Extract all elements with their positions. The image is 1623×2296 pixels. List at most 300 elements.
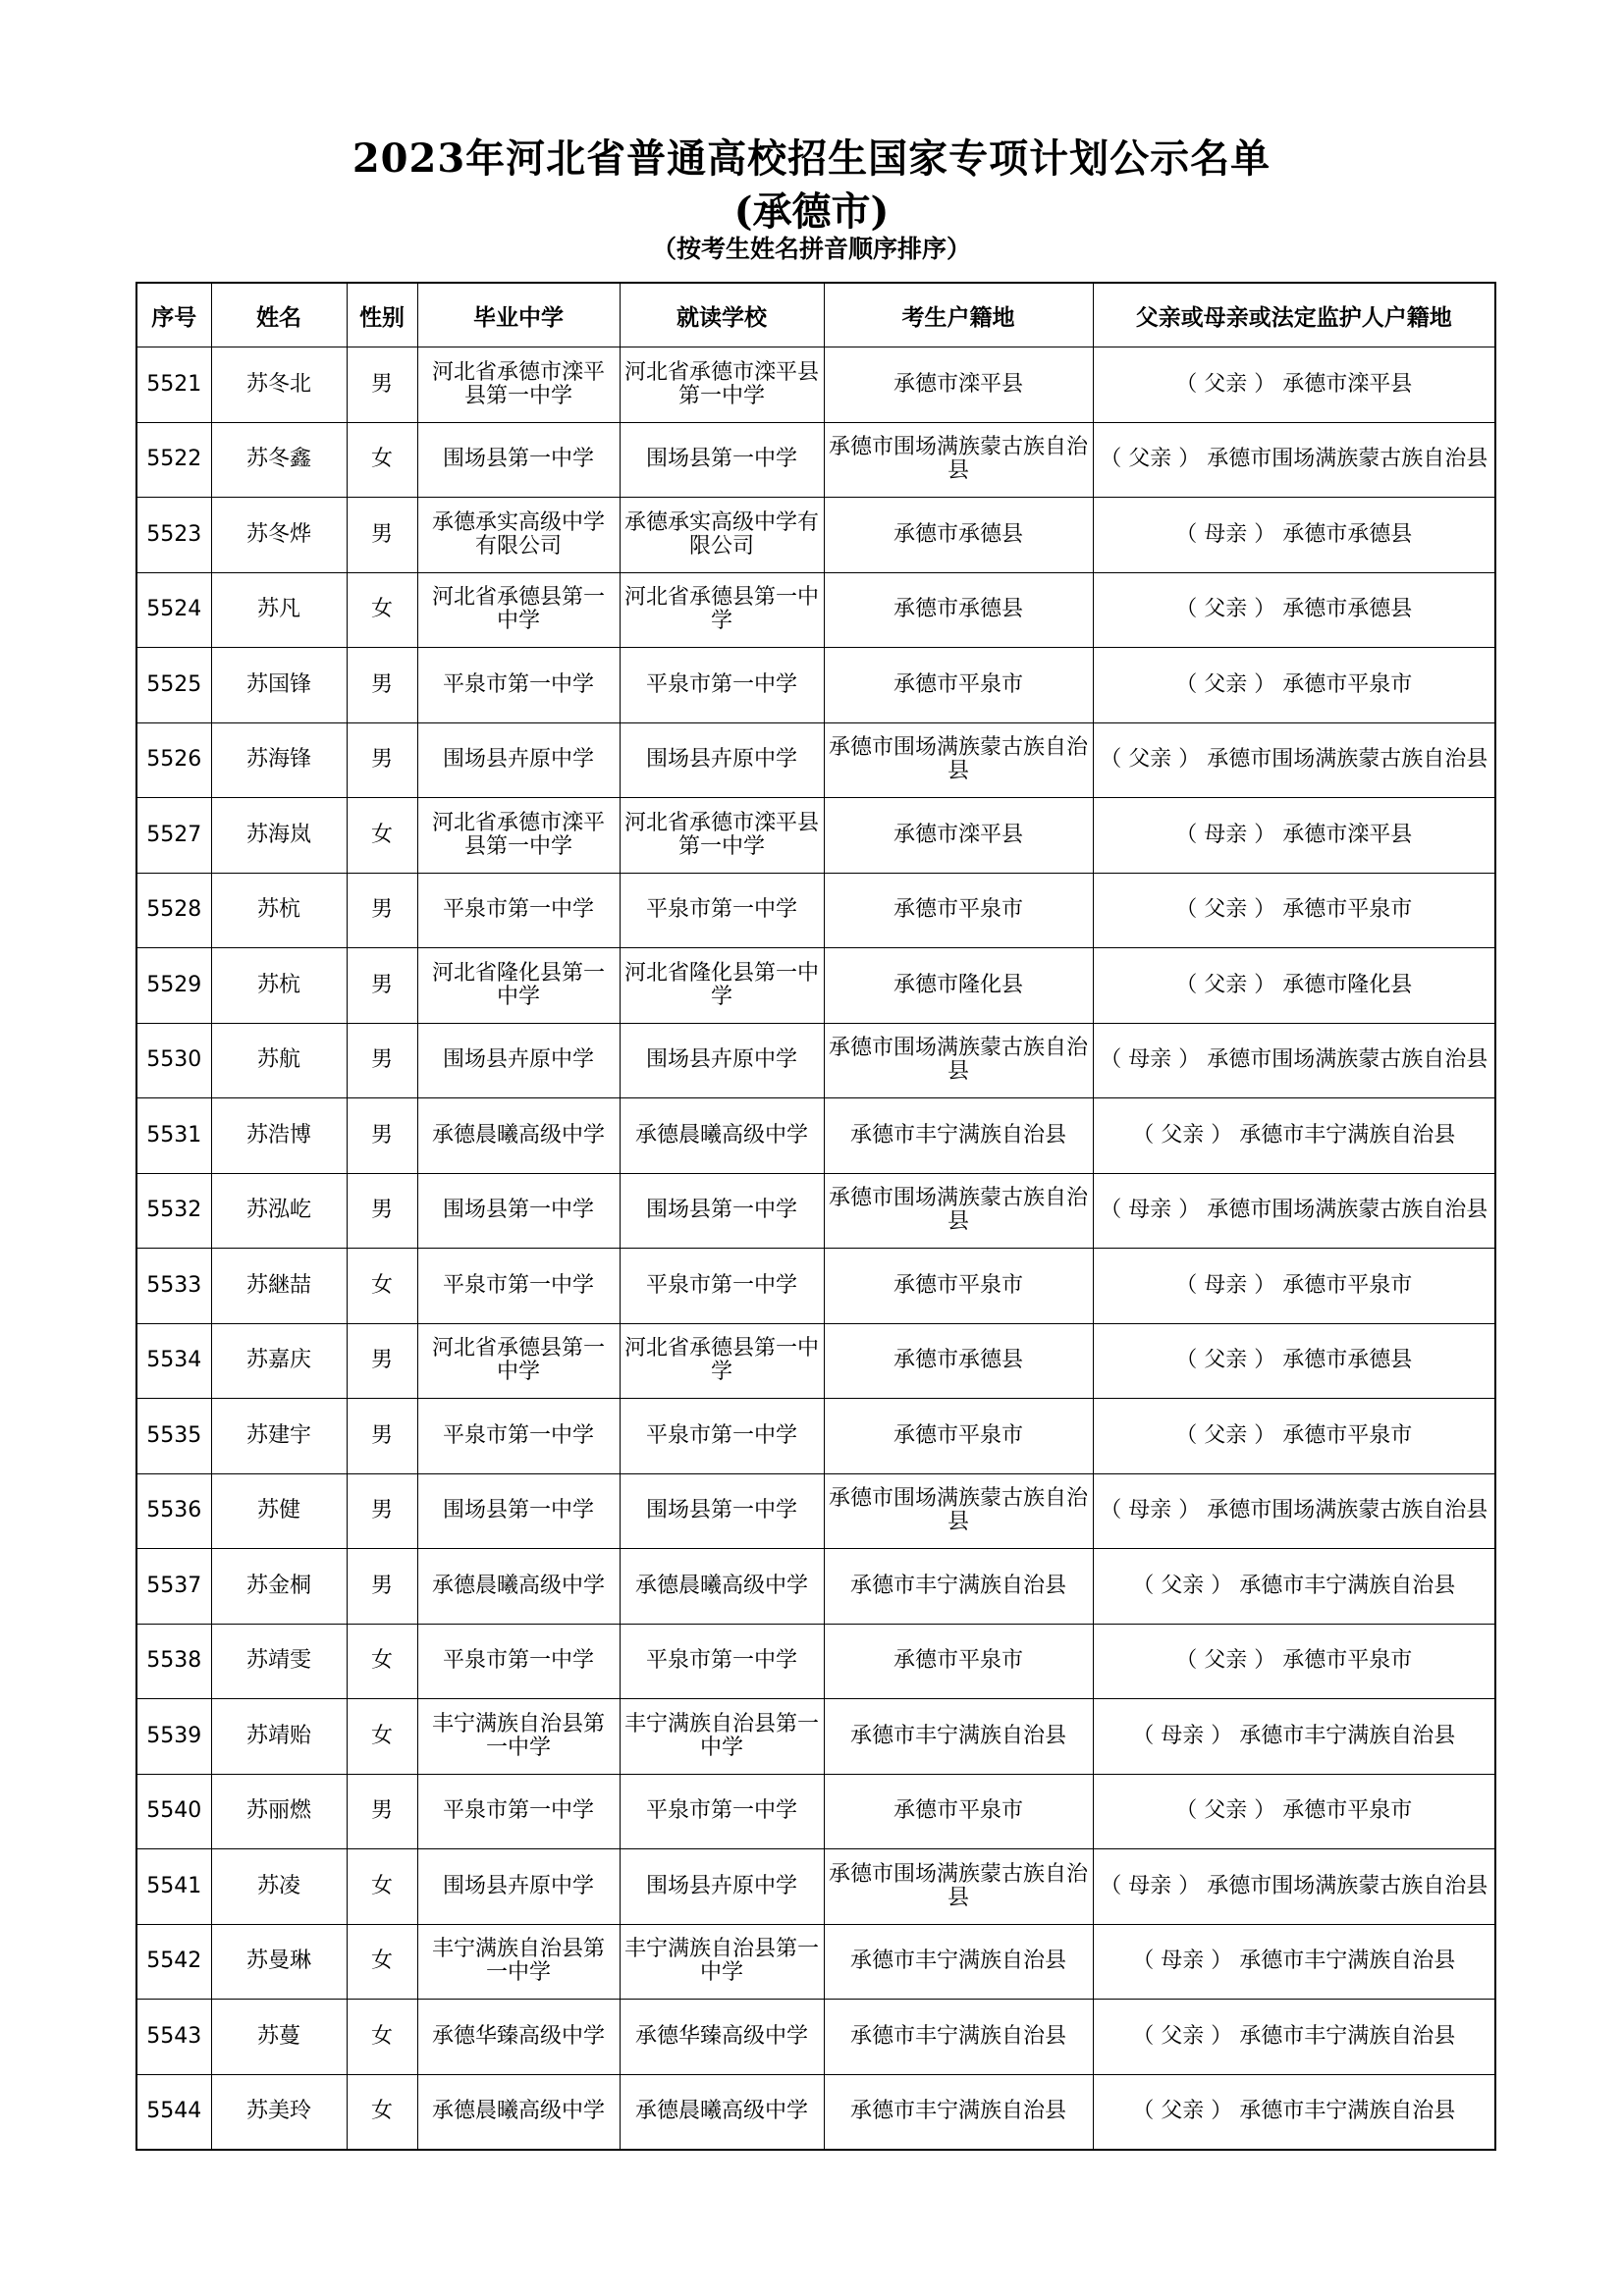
table-header — [136, 283, 1495, 347]
cell-registration-text: 承德市围场满族蒙古族自治县 — [828, 1486, 1088, 1535]
cell-current-school — [620, 1774, 824, 1849]
header-parent-registration: 父亲或母亲或法定监护人户籍地 — [1093, 283, 1495, 347]
cell-current-school — [620, 722, 824, 798]
cell-registration-text: 承德市平泉市 — [893, 1272, 1023, 1298]
cell-registration — [824, 1924, 1093, 2000]
cell-parent-registration-text: （ 父亲 ） 承德市平泉市 — [1175, 1648, 1413, 1674]
cell-name: 苏曼琳 — [211, 1924, 347, 2000]
table-row — [136, 1699, 1495, 1775]
cell-grad-school-text: 河北省承德县第一中学 — [431, 1336, 605, 1385]
cell-parent-registration — [1093, 798, 1495, 874]
cell-current-school-text: 承德承实高级中学有限公司 — [623, 509, 819, 559]
cell-num: 5542 — [136, 1924, 211, 2000]
cell-current-school — [620, 1849, 824, 1925]
cell-parent-registration-text: （ 父亲 ） 承德市滦平县 — [1175, 371, 1413, 397]
cell-sex: 女 — [347, 1249, 417, 1324]
cell-registration-text: 承德市平泉市 — [893, 897, 1023, 923]
cell-parent-registration — [1093, 648, 1495, 723]
cell-parent-registration — [1093, 1098, 1495, 1174]
cell-parent-registration-text: （ 父亲 ） 承德市丰宁满族自治县 — [1132, 1122, 1456, 1148]
cell-sex: 男 — [347, 873, 417, 948]
cell-sex: 男 — [347, 1023, 417, 1098]
cell-grad-school-text: 承德晨曦高级中学 — [431, 2099, 605, 2124]
cell-current-school-text: 河北省承德市滦平县第一中学 — [623, 359, 819, 408]
cell-parent-registration-text: （ 父亲 ） 承德市丰宁满族自治县 — [1132, 1573, 1456, 1598]
cell-grad-school-text: 平泉市第一中学 — [442, 1648, 594, 1674]
cell-registration-text: 承德市围场满族蒙古族自治县 — [828, 1861, 1088, 1910]
cell-grad-school — [417, 1849, 620, 1925]
cell-grad-school-text: 围场县卉原中学 — [442, 747, 594, 773]
cell-num: 5527 — [136, 798, 211, 874]
cell-num: 5521 — [136, 347, 211, 423]
cell-num: 5532 — [136, 1173, 211, 1249]
cell-current-school-text: 围场县第一中学 — [645, 1198, 797, 1223]
cell-name: 苏海锋 — [211, 722, 347, 798]
cell-sex: 女 — [347, 2000, 417, 2075]
cell-grad-school — [417, 1924, 620, 2000]
cell-current-school-text: 河北省隆化县第一中学 — [623, 960, 819, 1009]
cell-registration-text: 承德市平泉市 — [893, 671, 1023, 697]
cell-grad-school — [417, 1249, 620, 1324]
cell-registration — [824, 2074, 1093, 2150]
cell-parent-registration — [1093, 1473, 1495, 1549]
cell-grad-school-text: 围场县卉原中学 — [442, 1047, 594, 1073]
cell-grad-school-text: 平泉市第一中学 — [442, 671, 594, 697]
cell-registration — [824, 1249, 1093, 1324]
cell-registration — [824, 1473, 1093, 1549]
cell-num: 5528 — [136, 873, 211, 948]
cell-current-school — [620, 1173, 824, 1249]
cell-parent-registration — [1093, 948, 1495, 1024]
cell-registration-text: 承德市滦平县 — [893, 371, 1023, 397]
cell-grad-school-text: 丰宁满族自治县第一中学 — [431, 1711, 605, 1760]
cell-num: 5536 — [136, 1473, 211, 1549]
cell-parent-registration — [1093, 1699, 1495, 1775]
cell-name: 苏泓屹 — [211, 1173, 347, 1249]
cell-parent-registration-text: （ 母亲 ） 承德市丰宁满族自治县 — [1132, 1723, 1456, 1748]
cell-current-school — [620, 1399, 824, 1474]
cell-parent-registration-text: （ 母亲 ） 承德市围场满族蒙古族自治县 — [1100, 1198, 1488, 1223]
cell-parent-registration-text: （ 母亲 ） 承德市围场满族蒙古族自治县 — [1100, 1498, 1488, 1523]
cell-grad-school-text: 承德晨曦高级中学 — [431, 1573, 605, 1598]
cell-current-school-text: 围场县卉原中学 — [645, 747, 797, 773]
table-row — [136, 2000, 1495, 2075]
table-row — [136, 1473, 1495, 1549]
cell-sex: 女 — [347, 572, 417, 648]
cell-sex: 女 — [347, 2074, 417, 2150]
cell-num: 5540 — [136, 1774, 211, 1849]
cell-parent-registration — [1093, 422, 1495, 498]
table-row — [136, 498, 1495, 573]
cell-current-school — [620, 2000, 824, 2075]
cell-registration — [824, 1774, 1093, 1849]
cell-current-school — [620, 948, 824, 1024]
cell-name: 苏冬北 — [211, 347, 347, 423]
table-row — [136, 1173, 1495, 1249]
cell-grad-school — [417, 648, 620, 723]
table-body — [136, 347, 1495, 2151]
cell-current-school-text: 围场县第一中学 — [645, 447, 797, 472]
cell-name: 苏靖贻 — [211, 1699, 347, 1775]
cell-current-school — [620, 1323, 824, 1399]
cell-registration-text: 承德市丰宁满族自治县 — [849, 1573, 1066, 1598]
document-city: (承德市) — [733, 188, 890, 235]
cell-grad-school-text: 丰宁满族自治县第一中学 — [431, 1937, 605, 1986]
cell-grad-school — [417, 1774, 620, 1849]
cell-grad-school-text: 围场县卉原中学 — [442, 1873, 594, 1898]
cell-name: 苏凌 — [211, 1849, 347, 1925]
cell-grad-school — [417, 1098, 620, 1174]
cell-current-school-text: 平泉市第一中学 — [645, 1798, 797, 1824]
cell-current-school — [620, 1924, 824, 2000]
header-current-school: 就读学校 — [620, 283, 824, 347]
cell-name: 苏杭 — [211, 873, 347, 948]
cell-parent-registration — [1093, 1774, 1495, 1849]
cell-parent-registration-text: （ 父亲 ） 承德市承德县 — [1175, 597, 1413, 622]
cell-registration — [824, 1023, 1093, 1098]
table-row — [136, 1624, 1495, 1699]
cell-current-school — [620, 1249, 824, 1324]
cell-registration — [824, 648, 1093, 723]
cell-name: 苏海岚 — [211, 798, 347, 874]
cell-grad-school — [417, 1699, 620, 1775]
cell-registration-text: 承德市滦平县 — [893, 822, 1023, 847]
cell-name: 苏航 — [211, 1023, 347, 1098]
cell-name: 苏浩博 — [211, 1098, 347, 1174]
cell-num: 5525 — [136, 648, 211, 723]
cell-grad-school — [417, 798, 620, 874]
table-row — [136, 948, 1495, 1024]
cell-parent-registration-text: （ 母亲 ） 承德市围场满族蒙古族自治县 — [1100, 1873, 1488, 1898]
header-grad-school: 毕业中学 — [417, 283, 620, 347]
table-row — [136, 1924, 1495, 2000]
table-row — [136, 1023, 1495, 1098]
table-row — [136, 873, 1495, 948]
cell-name: 苏杭 — [211, 948, 347, 1024]
cell-parent-registration-text: （ 父亲 ） 承德市平泉市 — [1175, 671, 1413, 697]
cell-name: 苏蔓 — [211, 2000, 347, 2075]
cell-sex: 男 — [347, 498, 417, 573]
table-row — [136, 1549, 1495, 1625]
header-num: 序号 — [136, 283, 211, 347]
cell-num: 5541 — [136, 1849, 211, 1925]
cell-grad-school-text: 承德华臻高级中学 — [431, 2023, 605, 2049]
cell-current-school — [620, 498, 824, 573]
cell-registration-text: 承德市丰宁满族自治县 — [849, 1122, 1066, 1148]
cell-registration-text: 承德市承德县 — [893, 521, 1023, 547]
cell-registration — [824, 873, 1093, 948]
table-row — [136, 1323, 1495, 1399]
cell-current-school — [620, 347, 824, 423]
cell-grad-school — [417, 1173, 620, 1249]
cell-sex: 男 — [347, 1173, 417, 1249]
cell-current-school — [620, 1473, 824, 1549]
cell-name: 苏冬烨 — [211, 498, 347, 573]
cell-name: 苏健 — [211, 1473, 347, 1549]
cell-grad-school — [417, 1549, 620, 1625]
cell-parent-registration — [1093, 1399, 1495, 1474]
cell-registration-text: 承德市围场满族蒙古族自治县 — [828, 435, 1088, 484]
cell-registration — [824, 1173, 1093, 1249]
cell-current-school-text: 承德华臻高级中学 — [634, 2023, 808, 2049]
cell-current-school-text: 围场县卉原中学 — [645, 1873, 797, 1898]
cell-current-school — [620, 1098, 824, 1174]
cell-parent-registration — [1093, 722, 1495, 798]
cell-grad-school — [417, 498, 620, 573]
cell-parent-registration-text: （ 母亲 ） 承德市滦平县 — [1175, 822, 1413, 847]
cell-sex: 男 — [347, 648, 417, 723]
cell-num: 5531 — [136, 1098, 211, 1174]
cell-current-school-text: 河北省承德市滦平县第一中学 — [623, 810, 819, 859]
cell-registration — [824, 948, 1093, 1024]
cell-current-school — [620, 798, 824, 874]
cell-grad-school-text: 河北省承德县第一中学 — [431, 585, 605, 634]
cell-sex: 女 — [347, 1924, 417, 2000]
cell-grad-school-text: 围场县第一中学 — [442, 1198, 594, 1223]
cell-registration — [824, 347, 1093, 423]
cell-current-school — [620, 1549, 824, 1625]
cell-grad-school — [417, 422, 620, 498]
cell-registration — [824, 1699, 1093, 1775]
cell-grad-school — [417, 1624, 620, 1699]
cell-current-school — [620, 422, 824, 498]
cell-parent-registration-text: （ 父亲 ） 承德市平泉市 — [1175, 897, 1413, 923]
table-row — [136, 347, 1495, 423]
cell-current-school-text: 平泉市第一中学 — [645, 1422, 797, 1448]
cell-current-school-text: 河北省承德县第一中学 — [623, 1336, 819, 1385]
cell-grad-school-text: 平泉市第一中学 — [442, 1798, 594, 1824]
table-row — [136, 2074, 1495, 2150]
cell-parent-registration-text: （ 父亲 ） 承德市平泉市 — [1175, 1422, 1413, 1448]
table-row — [136, 1249, 1495, 1324]
cell-name: 苏建宇 — [211, 1399, 347, 1474]
cell-sex: 男 — [347, 1399, 417, 1474]
cell-registration — [824, 1849, 1093, 1925]
cell-current-school-text: 承德晨曦高级中学 — [634, 2099, 808, 2124]
cell-sex: 男 — [347, 1549, 417, 1625]
cell-registration — [824, 1549, 1093, 1625]
cell-current-school — [620, 873, 824, 948]
cell-grad-school-text: 围场县第一中学 — [442, 1498, 594, 1523]
cell-registration — [824, 1399, 1093, 1474]
cell-sex: 男 — [347, 1323, 417, 1399]
table-row — [136, 722, 1495, 798]
cell-grad-school — [417, 2000, 620, 2075]
cell-grad-school-text: 承德承实高级中学有限公司 — [431, 509, 605, 559]
cell-name: 苏凡 — [211, 572, 347, 648]
cell-sex: 男 — [347, 948, 417, 1024]
cell-name: 苏丽燃 — [211, 1774, 347, 1849]
cell-name: 苏美玲 — [211, 2074, 347, 2150]
cell-current-school-text: 平泉市第一中学 — [645, 671, 797, 697]
cell-registration-text: 承德市丰宁满族自治县 — [849, 2023, 1066, 2049]
cell-current-school — [620, 1699, 824, 1775]
cell-num: 5526 — [136, 722, 211, 798]
cell-grad-school — [417, 948, 620, 1024]
cell-registration — [824, 498, 1093, 573]
cell-registration-text: 承德市围场满族蒙古族自治县 — [828, 1186, 1088, 1235]
cell-num: 5544 — [136, 2074, 211, 2150]
cell-parent-registration-text: （ 母亲 ） 承德市丰宁满族自治县 — [1132, 1949, 1456, 1974]
header-sex: 性别 — [347, 283, 417, 347]
cell-num: 5537 — [136, 1549, 211, 1625]
cell-registration-text: 承德市围场满族蒙古族自治县 — [828, 1036, 1088, 1085]
cell-num: 5530 — [136, 1023, 211, 1098]
table-row — [136, 1399, 1495, 1474]
cell-registration — [824, 798, 1093, 874]
cell-sex: 女 — [347, 798, 417, 874]
table-row — [136, 798, 1495, 874]
cell-parent-registration — [1093, 2074, 1495, 2150]
sort-note: （按考生姓名拼音顺序排序） — [651, 235, 971, 263]
cell-grad-school-text: 围场县第一中学 — [442, 447, 594, 472]
cell-parent-registration-text: （ 父亲 ） 承德市丰宁满族自治县 — [1132, 2099, 1456, 2124]
cell-num: 5538 — [136, 1624, 211, 1699]
cell-parent-registration — [1093, 572, 1495, 648]
cell-registration-text: 承德市丰宁满族自治县 — [849, 1949, 1066, 1974]
cell-num: 5533 — [136, 1249, 211, 1324]
cell-parent-registration-text: （ 父亲 ） 承德市承德县 — [1175, 1348, 1413, 1373]
cell-registration — [824, 1323, 1093, 1399]
header-name: 姓名 — [211, 283, 347, 347]
cell-name: 苏靖雯 — [211, 1624, 347, 1699]
cell-sex: 男 — [347, 1473, 417, 1549]
cell-grad-school-text: 河北省承德市滦平县第一中学 — [431, 359, 605, 408]
cell-num: 5535 — [136, 1399, 211, 1474]
cell-current-school-text: 围场县卉原中学 — [645, 1047, 797, 1073]
cell-sex: 男 — [347, 347, 417, 423]
cell-grad-school — [417, 2074, 620, 2150]
cell-current-school-text: 丰宁满族自治县第一中学 — [623, 1937, 819, 1986]
cell-parent-registration — [1093, 1549, 1495, 1625]
cell-grad-school — [417, 873, 620, 948]
table-row — [136, 648, 1495, 723]
cell-current-school — [620, 648, 824, 723]
cell-name: 苏国锋 — [211, 648, 347, 723]
cell-parent-registration — [1093, 1173, 1495, 1249]
cell-current-school-text: 丰宁满族自治县第一中学 — [623, 1711, 819, 1760]
cell-grad-school — [417, 1473, 620, 1549]
document-title: 2023年河北省普通高校招生国家专项计划公示名单 — [352, 135, 1271, 182]
cell-sex: 男 — [347, 1774, 417, 1849]
cell-current-school — [620, 572, 824, 648]
cell-registration-text: 承德市平泉市 — [893, 1798, 1023, 1824]
cell-grad-school — [417, 572, 620, 648]
cell-num: 5524 — [136, 572, 211, 648]
cell-parent-registration-text: （ 母亲 ） 承德市平泉市 — [1175, 1272, 1413, 1298]
cell-sex: 男 — [347, 722, 417, 798]
cell-parent-registration — [1093, 873, 1495, 948]
cell-registration — [824, 722, 1093, 798]
cell-num: 5534 — [136, 1323, 211, 1399]
cell-sex: 女 — [347, 1699, 417, 1775]
cell-sex: 女 — [347, 1849, 417, 1925]
cell-current-school — [620, 1023, 824, 1098]
table-row — [136, 572, 1495, 648]
cell-name: 苏冬鑫 — [211, 422, 347, 498]
roster-table — [135, 282, 1496, 2151]
table-row — [136, 1098, 1495, 1174]
cell-parent-registration — [1093, 1849, 1495, 1925]
cell-parent-registration-text: （ 母亲 ） 承德市承德县 — [1175, 521, 1413, 547]
cell-registration-text: 承德市平泉市 — [893, 1422, 1023, 1448]
cell-parent-registration-text: （ 父亲 ） 承德市平泉市 — [1175, 1798, 1413, 1824]
cell-registration-text: 承德市丰宁满族自治县 — [849, 2099, 1066, 2124]
cell-registration-text: 承德市平泉市 — [893, 1648, 1023, 1674]
cell-sex: 男 — [347, 1098, 417, 1174]
cell-grad-school-text: 平泉市第一中学 — [442, 897, 594, 923]
cell-parent-registration-text: （ 父亲 ） 承德市丰宁满族自治县 — [1132, 2023, 1456, 2049]
header-registration: 考生户籍地 — [824, 283, 1093, 347]
cell-parent-registration — [1093, 1624, 1495, 1699]
cell-num: 5539 — [136, 1699, 211, 1775]
cell-registration-text: 承德市隆化县 — [893, 972, 1023, 997]
cell-current-school-text: 河北省承德县第一中学 — [623, 585, 819, 634]
cell-parent-registration-text: （ 父亲 ） 承德市围场满族蒙古族自治县 — [1100, 747, 1488, 773]
cell-registration-text: 承德市承德县 — [893, 597, 1023, 622]
cell-name: 苏嘉庆 — [211, 1323, 347, 1399]
cell-grad-school — [417, 1323, 620, 1399]
table-row — [136, 422, 1495, 498]
cell-name: 苏金桐 — [211, 1549, 347, 1625]
cell-parent-registration — [1093, 498, 1495, 573]
cell-grad-school-text: 承德晨曦高级中学 — [431, 1122, 605, 1148]
cell-num: 5522 — [136, 422, 211, 498]
cell-grad-school — [417, 1399, 620, 1474]
header-row — [136, 283, 1495, 347]
cell-parent-registration — [1093, 347, 1495, 423]
cell-current-school-text: 承德晨曦高级中学 — [634, 1573, 808, 1598]
cell-grad-school-text: 平泉市第一中学 — [442, 1422, 594, 1448]
cell-num: 5523 — [136, 498, 211, 573]
cell-current-school-text: 平泉市第一中学 — [645, 1648, 797, 1674]
cell-registration-text: 承德市围场满族蒙古族自治县 — [828, 735, 1088, 784]
cell-grad-school-text: 河北省隆化县第一中学 — [431, 960, 605, 1009]
cell-grad-school — [417, 722, 620, 798]
cell-current-school-text: 承德晨曦高级中学 — [634, 1122, 808, 1148]
cell-parent-registration — [1093, 1023, 1495, 1098]
cell-num: 5543 — [136, 2000, 211, 2075]
cell-registration — [824, 2000, 1093, 2075]
cell-name: 苏継喆 — [211, 1249, 347, 1324]
cell-sex: 女 — [347, 422, 417, 498]
cell-current-school-text: 围场县第一中学 — [645, 1498, 797, 1523]
table-row — [136, 1849, 1495, 1925]
cell-current-school — [620, 1624, 824, 1699]
cell-parent-registration-text: （ 父亲 ） 承德市围场满族蒙古族自治县 — [1100, 447, 1488, 472]
cell-grad-school-text: 平泉市第一中学 — [442, 1272, 594, 1298]
cell-registration — [824, 572, 1093, 648]
cell-parent-registration — [1093, 1249, 1495, 1324]
cell-registration — [824, 422, 1093, 498]
cell-parent-registration — [1093, 2000, 1495, 2075]
cell-current-school-text: 平泉市第一中学 — [645, 1272, 797, 1298]
cell-parent-registration — [1093, 1924, 1495, 2000]
cell-registration-text: 承德市承德县 — [893, 1348, 1023, 1373]
cell-sex: 女 — [347, 1624, 417, 1699]
cell-registration-text: 承德市丰宁满族自治县 — [849, 1723, 1066, 1748]
cell-current-school-text: 平泉市第一中学 — [645, 897, 797, 923]
cell-registration — [824, 1098, 1093, 1174]
cell-grad-school — [417, 1023, 620, 1098]
cell-grad-school-text: 河北省承德市滦平县第一中学 — [431, 810, 605, 859]
cell-parent-registration-text: （ 父亲 ） 承德市隆化县 — [1175, 972, 1413, 997]
table-row — [136, 1774, 1495, 1849]
cell-parent-registration-text: （ 母亲 ） 承德市围场满族蒙古族自治县 — [1100, 1047, 1488, 1073]
cell-registration — [824, 1624, 1093, 1699]
cell-num: 5529 — [136, 948, 211, 1024]
cell-parent-registration — [1093, 1323, 1495, 1399]
